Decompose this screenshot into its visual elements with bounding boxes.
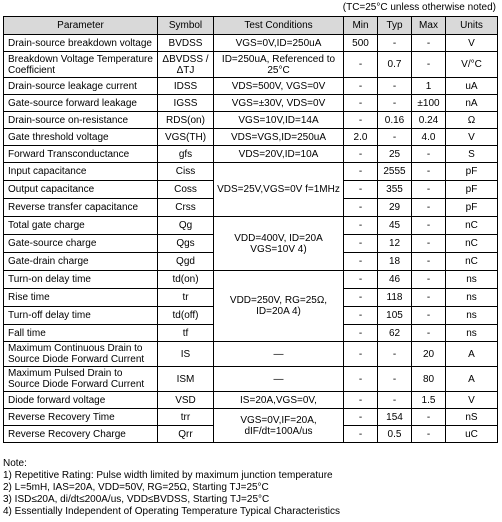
unit-cell: uC — [446, 426, 498, 443]
typ-cell: 45 — [378, 217, 412, 235]
param-cell: Output capacitance — [4, 181, 158, 199]
max-cell: - — [412, 163, 446, 181]
param-cell: Total gate charge — [4, 217, 158, 235]
symbol-cell: IGSS — [158, 95, 214, 112]
min-cell: - — [344, 409, 378, 426]
typ-cell: - — [378, 367, 412, 392]
max-cell: - — [412, 307, 446, 325]
condition-cell: IS=20A,VGS=0V, — [214, 392, 344, 409]
condition-note: (TC=25°C unless otherwise noted) — [342, 2, 496, 13]
param-cell: Reverse Recovery Charge — [4, 426, 158, 443]
typ-cell: 0.7 — [378, 52, 412, 78]
notes-section — [3, 458, 340, 518]
max-cell: ±100 — [412, 95, 446, 112]
table-row — [4, 392, 498, 409]
typ-cell: 105 — [378, 307, 412, 325]
unit-cell: nC — [446, 235, 498, 253]
symbol-cell: Qg — [158, 217, 214, 235]
min-cell: - — [344, 146, 378, 163]
header-test-conditions: Test Conditions — [214, 17, 344, 35]
min-cell: - — [344, 181, 378, 199]
unit-cell: nA — [446, 95, 498, 112]
typ-cell: 154 — [378, 409, 412, 426]
table-row — [4, 129, 498, 146]
unit-cell: V — [446, 392, 498, 409]
max-cell: 80 — [412, 367, 446, 392]
min-cell: - — [344, 217, 378, 235]
param-cell: Gate-drain charge — [4, 253, 158, 271]
max-cell: - — [412, 289, 446, 307]
symbol-cell: IDSS — [158, 78, 214, 95]
typ-cell: 62 — [378, 325, 412, 342]
condition-cell: VDS=20V,ID=10A — [214, 146, 344, 163]
typ-cell: 2555 — [378, 163, 412, 181]
param-cell: Drain-source leakage current — [4, 78, 158, 95]
condition-cell: ID=250uA, Referenced to 25°C — [214, 52, 344, 78]
max-cell: - — [412, 181, 446, 199]
unit-cell: A — [446, 342, 498, 367]
max-cell: - — [412, 271, 446, 289]
table-row — [4, 146, 498, 163]
typ-cell: 12 — [378, 235, 412, 253]
min-cell: - — [344, 235, 378, 253]
min-cell: - — [344, 367, 378, 392]
symbol-cell: Crss — [158, 199, 214, 217]
note-item: 1) Repetitive Rating: Pulse width limited by maximum junction temperature — [3, 470, 333, 481]
param-cell: Rise time — [4, 289, 158, 307]
note-item: 2) L=5mH, IAS=20A, VDD=50V, RG=25Ω, Starting TJ=25°C — [3, 482, 269, 493]
condition-cell: VDD=250V, RG=25Ω, ID=20A 4) — [214, 271, 344, 342]
min-cell: - — [344, 289, 378, 307]
header-row — [4, 17, 498, 35]
condition-cell: VDS=VGS,ID=250uA — [214, 129, 344, 146]
symbol-cell: tr — [158, 289, 214, 307]
max-cell: - — [412, 35, 446, 52]
max-cell: 0.24 — [412, 112, 446, 129]
param-cell: Fall time — [4, 325, 158, 342]
typ-cell: - — [378, 342, 412, 367]
min-cell: - — [344, 325, 378, 342]
max-cell: - — [412, 235, 446, 253]
unit-cell: ns — [446, 289, 498, 307]
typ-cell: 46 — [378, 271, 412, 289]
header-max: Max — [412, 17, 446, 35]
param-cell: Drain-source breakdown voltage — [4, 35, 158, 52]
symbol-cell: td(on) — [158, 271, 214, 289]
param-cell: Breakdown Voltage Temperature Coefficient — [4, 52, 158, 78]
table-row — [4, 52, 498, 78]
unit-cell: V — [446, 35, 498, 52]
unit-cell: pF — [446, 199, 498, 217]
condition-cell: VGS=0V,IF=20A, dIF/dt=100A/us — [214, 409, 344, 443]
notes-heading: Note: — [3, 458, 27, 469]
symbol-cell: ΔBVDSS /ΔTJ — [158, 52, 214, 78]
max-cell: 20 — [412, 342, 446, 367]
unit-cell: V/°C — [446, 52, 498, 78]
param-cell: Input capacitance — [4, 163, 158, 181]
unit-cell: nC — [446, 217, 498, 235]
min-cell: - — [344, 163, 378, 181]
symbol-cell: Ciss — [158, 163, 214, 181]
condition-cell: — — [214, 342, 344, 367]
symbol-cell: gfs — [158, 146, 214, 163]
param-cell: Gate threshold voltage — [4, 129, 158, 146]
min-cell: 500 — [344, 35, 378, 52]
table-row — [4, 217, 498, 235]
table-row — [4, 367, 498, 392]
typ-cell: 355 — [378, 181, 412, 199]
max-cell: - — [412, 199, 446, 217]
header-min: Min — [344, 17, 378, 35]
condition-cell: VGS=±30V, VDS=0V — [214, 95, 344, 112]
symbol-cell: td(off) — [158, 307, 214, 325]
symbol-cell: ISM — [158, 367, 214, 392]
unit-cell: V — [446, 129, 498, 146]
table-row — [4, 342, 498, 367]
table-row — [4, 35, 498, 52]
unit-cell: S — [446, 146, 498, 163]
symbol-cell: Qgd — [158, 253, 214, 271]
min-cell: - — [344, 199, 378, 217]
param-cell: Gate-source charge — [4, 235, 158, 253]
unit-cell: uA — [446, 78, 498, 95]
symbol-cell: Qgs — [158, 235, 214, 253]
min-cell: - — [344, 78, 378, 95]
typ-cell: 0.5 — [378, 426, 412, 443]
note-item: 3) ISD≤20A, di/dt≤200A/us, VDD≤BVDSS, Starting TJ=25°C — [3, 494, 270, 505]
typ-cell: - — [378, 78, 412, 95]
unit-cell: A — [446, 367, 498, 392]
param-cell: Maximum Pulsed Drain to Source Diode Forward Current — [4, 367, 158, 392]
typ-cell: - — [378, 95, 412, 112]
min-cell: 2.0 — [344, 129, 378, 146]
param-cell: Maximum Continuous Drain to Source Diode Forward Current — [4, 342, 158, 367]
typ-cell: - — [378, 129, 412, 146]
unit-cell: ns — [446, 307, 498, 325]
table-row — [4, 271, 498, 289]
min-cell: - — [344, 253, 378, 271]
param-cell: Reverse Recovery Time — [4, 409, 158, 426]
max-cell: - — [412, 146, 446, 163]
max-cell: - — [412, 325, 446, 342]
max-cell: 1 — [412, 78, 446, 95]
electrical-characteristics-table — [3, 16, 498, 443]
condition-cell: VDD=400V, ID=20A VGS=10V 4) — [214, 217, 344, 271]
condition-cell: VGS=10V,ID=14A — [214, 112, 344, 129]
param-cell: Reverse transfer capacitance — [4, 199, 158, 217]
typ-cell: - — [378, 35, 412, 52]
max-cell: - — [412, 52, 446, 78]
param-cell: Turn-on delay time — [4, 271, 158, 289]
min-cell: - — [344, 307, 378, 325]
typ-cell: 0.16 — [378, 112, 412, 129]
param-cell: Turn-off delay time — [4, 307, 158, 325]
min-cell: - — [344, 52, 378, 78]
typ-cell: 25 — [378, 146, 412, 163]
symbol-cell: Coss — [158, 181, 214, 199]
unit-cell: pF — [446, 181, 498, 199]
unit-cell: ns — [446, 325, 498, 342]
table-row — [4, 163, 498, 181]
symbol-cell: RDS(on) — [158, 112, 214, 129]
param-cell: Gate-source forward leakage — [4, 95, 158, 112]
table-row — [4, 78, 498, 95]
max-cell: 1.5 — [412, 392, 446, 409]
typ-cell: 118 — [378, 289, 412, 307]
max-cell: - — [412, 217, 446, 235]
symbol-cell: trr — [158, 409, 214, 426]
symbol-cell: Qrr — [158, 426, 214, 443]
header-units: Units — [446, 17, 498, 35]
symbol-cell: VGS(TH) — [158, 129, 214, 146]
note-item: 4) Essentially Independent of Operating Temperature Typical Characteristics — [3, 506, 341, 517]
param-cell: Forward Transconductance — [4, 146, 158, 163]
min-cell: - — [344, 95, 378, 112]
max-cell: - — [412, 426, 446, 443]
unit-cell: nS — [446, 409, 498, 426]
max-cell: - — [412, 253, 446, 271]
symbol-cell: BVDSS — [158, 35, 214, 52]
typ-cell: 29 — [378, 199, 412, 217]
symbol-cell: tf — [158, 325, 214, 342]
param-cell: Drain-source on-resistance — [4, 112, 158, 129]
min-cell: - — [344, 392, 378, 409]
condition-cell: — — [214, 367, 344, 392]
unit-cell: pF — [446, 163, 498, 181]
header-parameter: Parameter — [4, 17, 158, 35]
min-cell: - — [344, 271, 378, 289]
table-row — [4, 95, 498, 112]
unit-cell: Ω — [446, 112, 498, 129]
condition-cell: VDS=25V,VGS=0V f=1MHz — [214, 163, 344, 217]
header-typ: Typ — [378, 17, 412, 35]
symbol-cell: IS — [158, 342, 214, 367]
symbol-cell: VSD — [158, 392, 214, 409]
min-cell: - — [344, 342, 378, 367]
max-cell: 4.0 — [412, 129, 446, 146]
param-cell: Diode forward voltage — [4, 392, 158, 409]
unit-cell: nC — [446, 253, 498, 271]
typ-cell: - — [378, 392, 412, 409]
condition-cell: VDS=500V, VGS=0V — [214, 78, 344, 95]
condition-cell: VGS=0V,ID=250uA — [214, 35, 344, 52]
min-cell: - — [344, 112, 378, 129]
unit-cell: ns — [446, 271, 498, 289]
table-row — [4, 409, 498, 426]
min-cell: - — [344, 426, 378, 443]
table-row — [4, 112, 498, 129]
header-symbol: Symbol — [158, 17, 214, 35]
max-cell: - — [412, 409, 446, 426]
typ-cell: 18 — [378, 253, 412, 271]
